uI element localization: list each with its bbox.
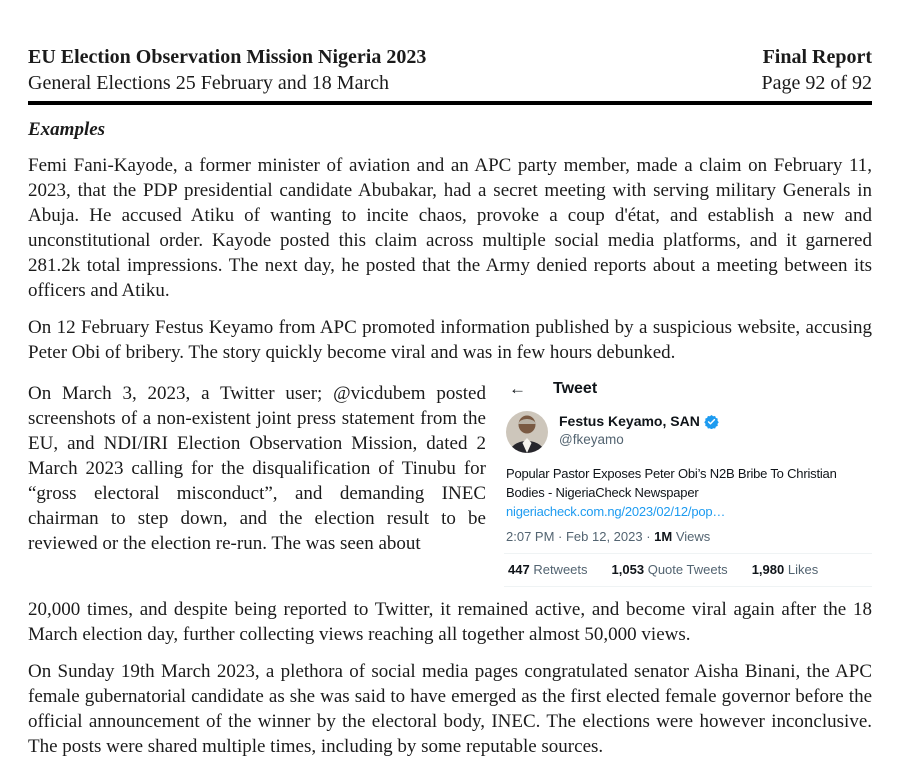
report-title: EU Election Observation Mission Nigeria 2023 <box>28 46 427 68</box>
quote-tweets-label: Quote Tweets <box>647 562 728 577</box>
tweet-handle[interactable]: @fkeyamo <box>559 432 624 447</box>
retweets-label: Retweets <box>533 562 588 577</box>
back-arrow-icon[interactable]: ← <box>509 379 526 398</box>
likes-stat[interactable] <box>752 562 819 577</box>
retweets-count: 447 <box>508 562 530 577</box>
section-heading: Examples <box>28 119 106 140</box>
tweet-divider-bottom <box>504 586 872 587</box>
retweets-stat[interactable] <box>508 562 588 577</box>
tweet-header <box>504 379 872 399</box>
embedded-tweet <box>504 378 872 587</box>
paragraph-binani: On Sunday 19th March 2023, a plethora of social media pages congratulated senator Aisha Binani, the APC female gubernatorial candidate as she was said to have emerged as the first elected female governor before the official announcement of the winner by the electoral body, INEC. The elections were however inconclusive. The posts were shared multiple times, including by some reputable sources. <box>28 661 872 757</box>
verified-badge-icon <box>704 414 719 429</box>
tweet-meta <box>504 529 872 544</box>
paragraph-vicdubem-continued: 20,000 times, and despite being reported to Twitter, it remained active, and become viral again after the 18 March election day, further collecting views reaching all together almost 50,000 views. <box>28 599 872 645</box>
paragraph-fani-kayode: Femi Fani-Kayode, a former minister of aviation and an APC party member, made a claim on February 11, 2023, that the PDP presidential candidate Abubakar, had a secret meeting with serving military Generals in Abuja. He accused Atiku of wanting to incite chaos, provoke a coup d'état, and establish a new and unconstitutional order. Kayode posted this claim across multiple social media platforms, and it garnered 281.2k total impressions. The next day, he posted that the Army denied reports about a meeting between its officers and Atiku. <box>28 155 872 301</box>
report-type-label: Final Report <box>762 46 872 68</box>
quote-tweets-stat[interactable] <box>612 562 728 577</box>
two-column-section <box>28 378 872 587</box>
tweet-identity <box>559 411 719 453</box>
tweet-timestamp: 2:07 PM · Feb 12, 2023 · <box>506 529 651 544</box>
tweet-user-row <box>504 411 872 453</box>
page-number: Page 92 of 92 <box>761 72 872 94</box>
paragraph-keyamo: On 12 February Festus Keyamo from APC promoted information published by a suspicious website, accusing Peter Obi of bribery. The story quickly become viral and was in few hours debunked. <box>28 317 872 363</box>
report-subtitle: General Elections 25 February and 18 March <box>28 72 389 94</box>
views-label: Views <box>675 529 711 544</box>
tweet-display-name[interactable]: Festus Keyamo, SAN <box>559 413 700 429</box>
likes-label: Likes <box>787 562 819 577</box>
tweet-text <box>504 464 872 521</box>
quote-tweets-count: 1,053 <box>611 562 645 577</box>
likes-count: 1,980 <box>751 562 785 577</box>
tweet-text-body: Popular Pastor Exposes Peter Obi’s N2B Bribe To Christian Bodies - NigeriaCheck Newspaper <box>506 466 837 500</box>
paragraph-vicdubem: On March 3, 2023, a Twitter user; @vicdubem posted screenshots of a non-existent joint press statement from the EU, and NDI/IRI Election Observation Mission, dated 2 March 2023 calling for the disqualification of Tinubu for “gross electoral misconduct”, and demanding INEC chairman to step down, and the election result to be reviewed or the election re-run. The was seen about <box>28 383 486 554</box>
tweet-stats-row <box>504 554 872 577</box>
tweet-link[interactable]: nigeriacheck.com.ng/2023/02/12/pop… <box>506 504 726 519</box>
tweet-header-title: Tweet <box>553 380 598 397</box>
views-count: 1M <box>654 529 673 544</box>
avatar[interactable] <box>506 411 548 453</box>
page-header <box>28 44 872 105</box>
